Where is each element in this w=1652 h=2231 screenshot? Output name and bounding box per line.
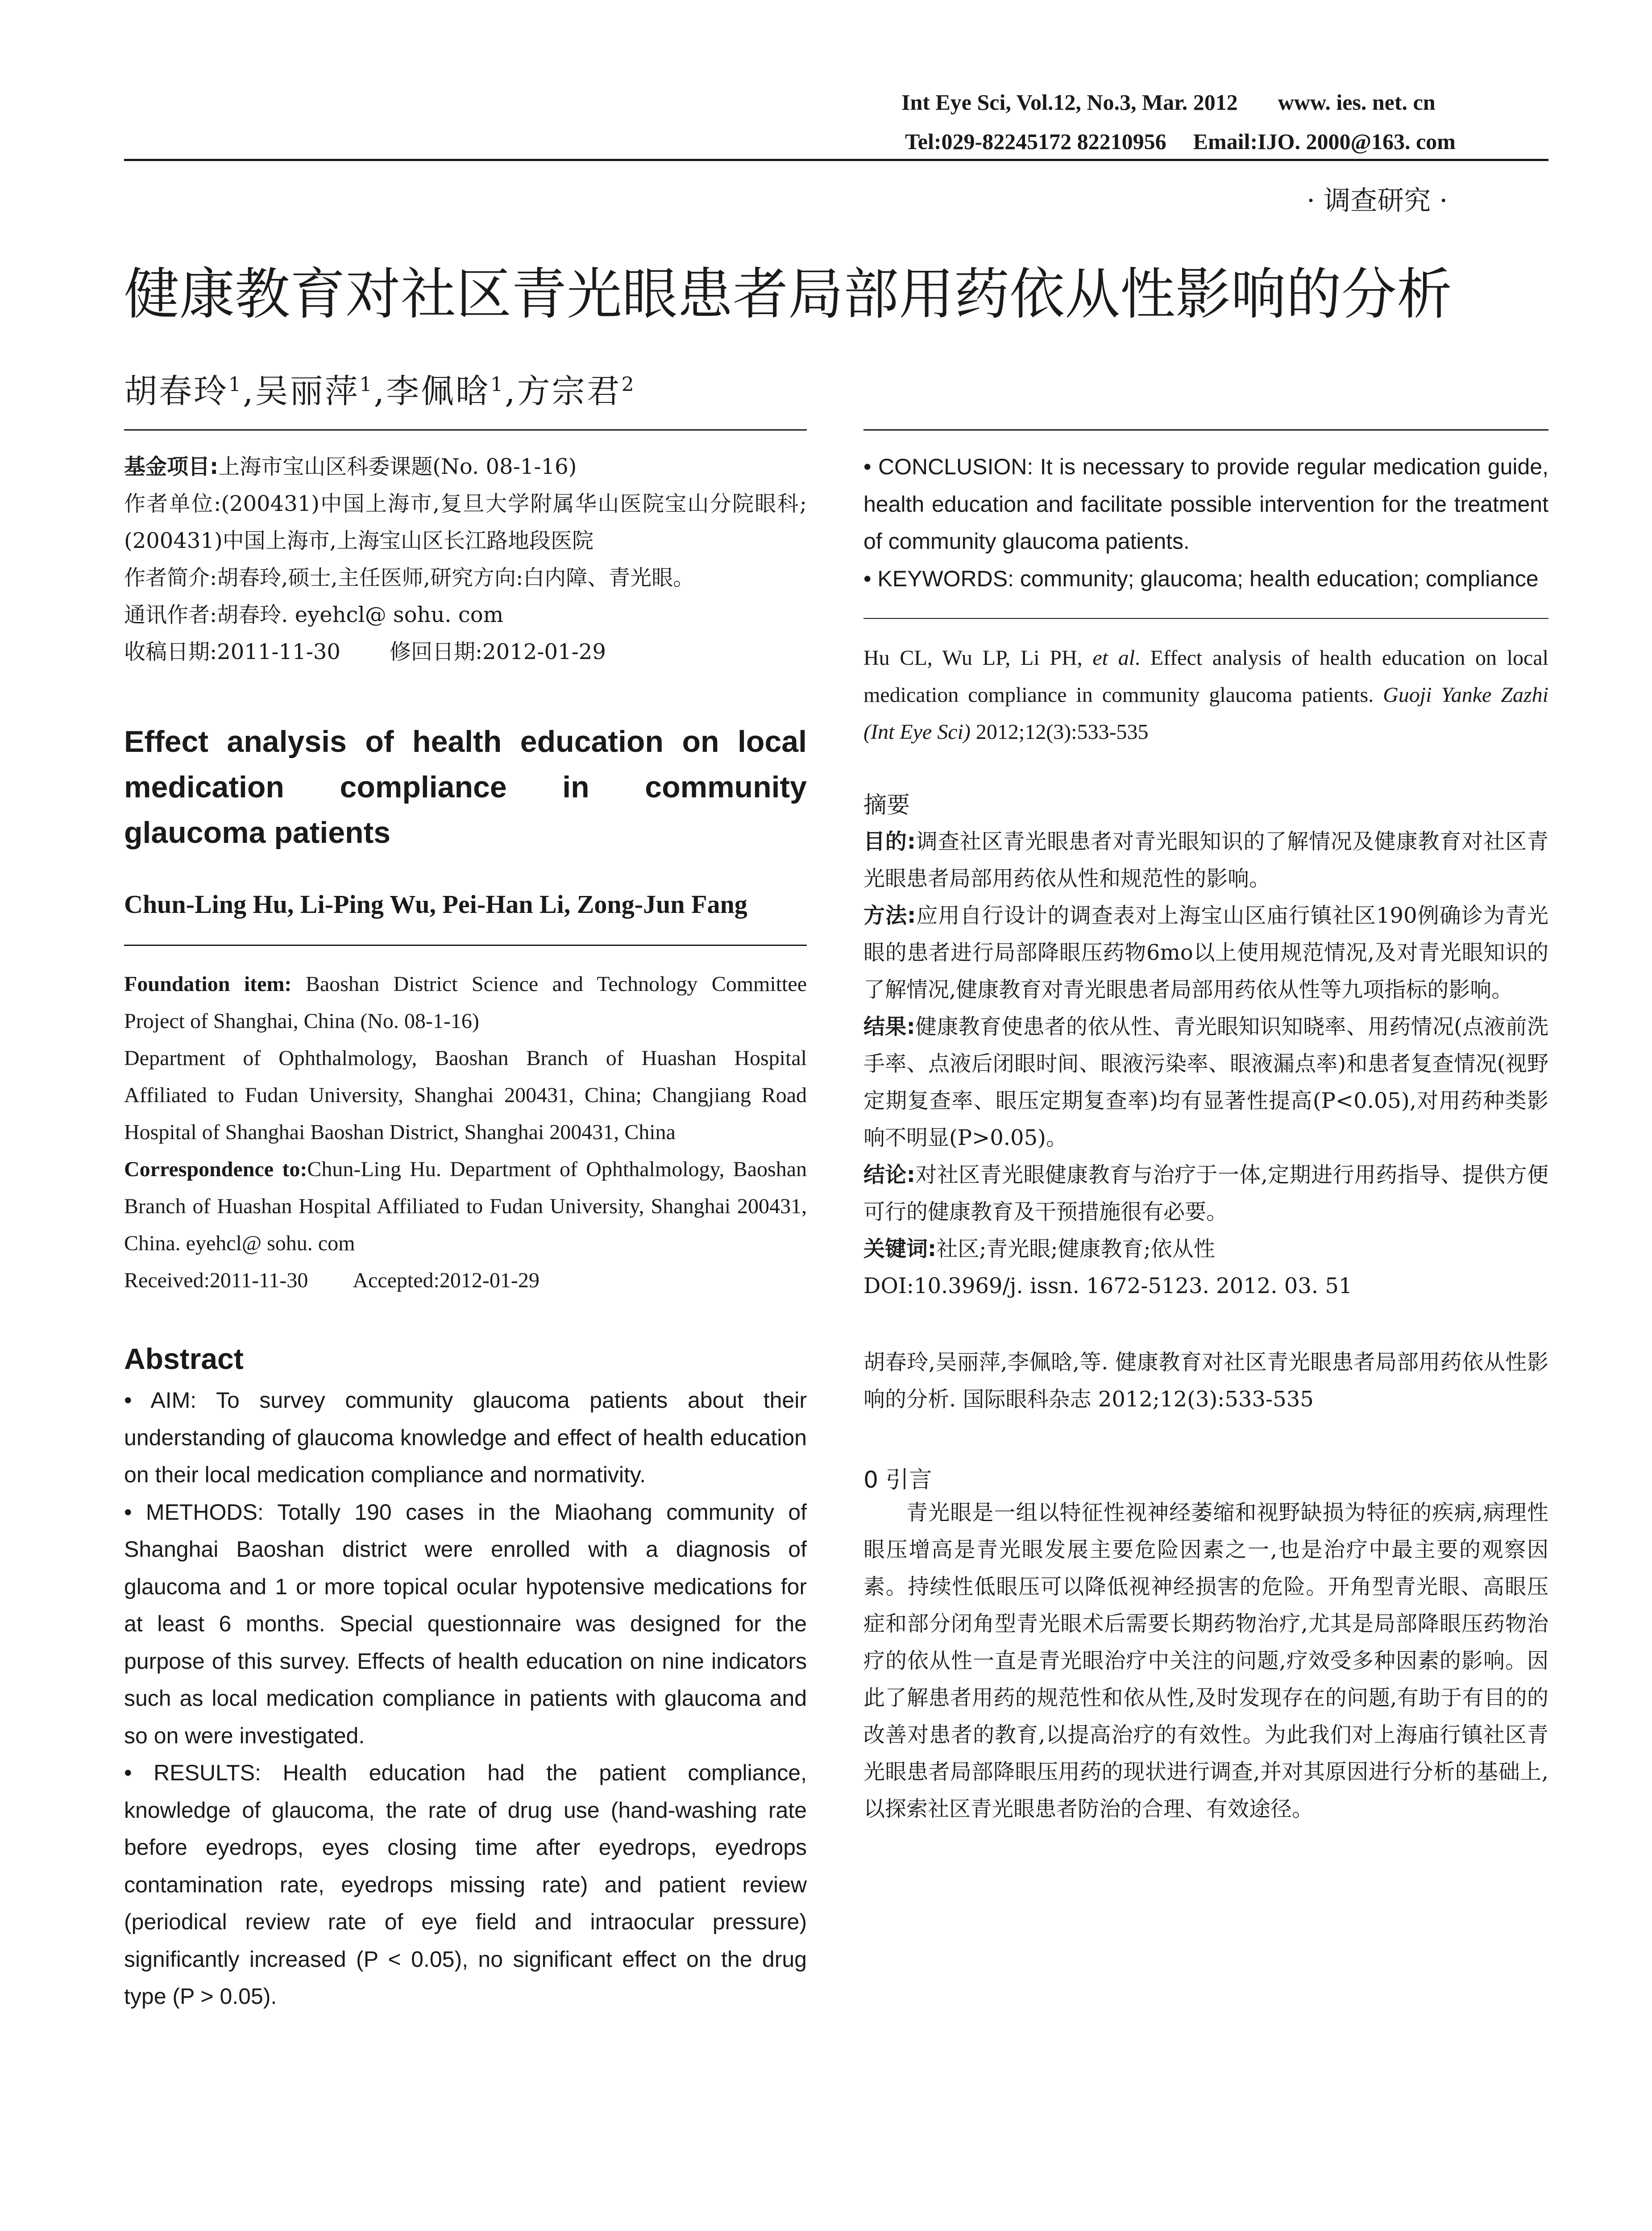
keywords-en: • KEYWORDS: community; glaucoma; health education; compliance (863, 566, 1539, 591)
author-affil-mark: 1 (490, 373, 505, 396)
author-name: 方宗君 (517, 372, 622, 411)
affiliation-cn: 作者单位:(200431)中国上海市,复旦大学附属华山医院宝山分院眼科;(200431)中国上海市,上海宝山区长江路地段医院 (124, 491, 807, 553)
dates-cn: 收稿日期:2011-11-30 修回日期:2012-01-29 (124, 639, 606, 664)
dates-en: Received:2011-11-30 Accepted:2012-01-29 (124, 1269, 540, 1292)
author-name: 李佩晗 (386, 372, 491, 411)
abstract-methods-en: • METHODS: Totally 190 cases in the Miaohang community of Shanghai Baoshan district were enrolled with a diagnosis of glaucoma and 1 or more topical ocular hypotensive medications for at least 6 months. Special questionnaire was designed for the purpose of this survey. Effects of health education on nine indicators such as local medication compliance in patients with glaucoma and so on were investigated. (124, 1499, 807, 1748)
abstract-conclusion-cn: 结论:对社区青光眼健康教育与治疗于一体,定期进行用药指导、提供方便可行的健康教育及干预措施很有必要。 (863, 1162, 1548, 1224)
foundation-cn: 基金项目:上海市宝山区科委课题(No. 08-1-16) (124, 454, 577, 479)
author-affil-mark: 1 (228, 373, 243, 396)
abstract-heading-en: Abstract (124, 1342, 244, 1375)
doi: DOI:10.3969/j. issn. 1672-5123. 2012. 03. 51 (863, 1273, 1353, 1298)
abstract-conclusion-en: • CONCLUSION: It is necessary to provide regular medication guide, health education and facilitate possible intervention for the treatment of community glaucoma patients. (863, 454, 1548, 554)
affiliation-en: Department of Ophthalmology, Baoshan Branch of Huashan Hospital Affiliated to Fudan University, Shanghai 200431, China; Changjiang Road Hospital of Shanghai Baoshan District, Shanghai 200431, China (124, 1046, 807, 1144)
abstract-aim-en: • AIM: To survey community glaucoma patients about their understanding of glaucoma knowledge and effect of health education on their local medication compliance and normativity. (124, 1388, 807, 1487)
abstract-aim-cn: 目的:调查社区青光眼患者对青光眼知识的了解情况及健康教育对社区青光眼患者局部用药依从性和规范性的影响。 (863, 829, 1548, 891)
keywords-cn: 关键词:社区;青光眼;健康教育;依从性 (863, 1236, 1215, 1261)
english-metadata (124, 966, 807, 1299)
left-top-rule (124, 429, 807, 431)
right-mid-rule (863, 618, 1548, 619)
abstract-results-en: • RESULTS: Health education had the patient compliance, knowledge of glaucoma, the rate of drug use (hand-washing rate before eyedrops, eyes closing time after eyedrops, eyedrops contamination rate, eyedrops missing rate) and patient review (periodical review rate of eye field and intraocular pressure) significantly increased (P < 0.05), no significant effect on the drug type (P > 0.05). (124, 1760, 807, 2009)
abstract-results-cn: 结果:健康教育使患者的依从性、青光眼知识知晓率、用药情况(点液前洗手率、点液后闭眼时间、眼液污染率、眼液漏点率)和患者复查情况(视野定期复查率、眼压定期复查率)均有显著性提高(P<0.05),对用药种类影响不明显(P>0.05)。 (863, 1014, 1548, 1150)
header-journal: Int Eye Sci, Vol.12, No.3, Mar. 2012 (901, 90, 1238, 115)
article-title-cn: 健康教育对社区青光眼患者局部用药依从性影响的分析 (124, 262, 1453, 327)
running-header-journal-line (901, 89, 1436, 115)
author-affil-mark: 2 (621, 373, 636, 396)
running-header-contact-line (905, 129, 1456, 154)
right-column (863, 448, 1548, 1828)
article-title-en: Effect analysis of health education on local medication compliance in community glaucoma patients (124, 725, 807, 850)
header-email: Email:IJO. 2000@163. com (1193, 129, 1456, 154)
left-column (124, 448, 807, 2015)
intro-paragraph: 青光眼是一组以特征性视神经萎缩和视野缺损为特征的疾病,病理性眼压增高是青光眼发展主要危险因素之一,也是治疗中最主要的观察因素。持续性低眼压可以降低视神经损害的危险。开角型青光眼、高眼压症和部分闭角型青光眼术后需要长期药物治疗,尤其是局部降眼压药物治疗的依从性一直是青光眼治疗中关注的问题,疗效受多种因素的影响。因此了解患者用药的规范性和依从性,及时发现存在的问题,有助于有目的的改善对患者的教育,以提高治疗的有效性。为此我们对上海庙行镇社区青光眼患者局部降眼压用药的现状进行调查,并对其原因进行分析的基础上,以探索社区青光眼患者防治的合理、有效途径。 (863, 1500, 1548, 1821)
authors-en: Chun-Ling Hu, Li-Ping Wu, Pei-Han Li, Zong-Jun Fang (124, 890, 747, 919)
author-affil-mark: 1 (359, 373, 374, 396)
left-mid-rule (124, 945, 807, 946)
header-tel: Tel:029-82245172 82210956 (905, 129, 1166, 154)
correspondence-en: Correspondence to:Chun-Ling Hu. Department of Ophthalmology, Baoshan Branch of Huashan Hospital Affiliated to Fudan University, Shanghai 200431, China. eyehcl@ sohu. com (124, 1157, 807, 1255)
correspondence-cn: 通讯作者:胡春玲. eyehcl@ sohu. com (124, 602, 504, 627)
foundation-en: Foundation item: Baoshan District Science and Technology Committee Project of Shanghai, China (No. 08-1-16) (124, 972, 807, 1033)
section-tag: · 调查研究 · (1307, 185, 1448, 216)
abstract-methods-cn: 方法:应用自行设计的调查表对上海宝山区庙行镇社区190例确诊为青光眼的患者进行局部降眼压药物6mo以上使用规范情况,及对青光眼知识的了解情况,健康教育对青光眼患者局部用药依从性等九项指标的影响。 (863, 903, 1548, 1002)
header-rule (124, 159, 1548, 161)
chinese-metadata (124, 448, 807, 671)
citation-en: Hu CL, Wu LP, Li PH, et al. Effect analysis of health education on local medication compliance in community glaucoma patients. Guoji Yanke Zazhi (Int Eye Sci) 2012;12(3):533-535 (863, 646, 1548, 744)
abstract-heading-cn: 摘要 (863, 792, 910, 819)
authors-cn: 胡春玲$^1$,吴丽萍$^1$,李佩晗$^1$,方宗君$^2$ (124, 372, 636, 411)
header-website: www. ies. net. cn (1278, 90, 1436, 115)
author-name: 吴丽萍 (255, 372, 360, 411)
author-name: 胡春玲 (124, 372, 228, 411)
citation-cn: 胡春玲,吴丽萍,李佩晗,等. 健康教育对社区青光眼患者局部用药依从性影响的分析. 国际眼科杂志 2012;12(3):533-535 (863, 1350, 1548, 1412)
intro-heading: 0 引言 (863, 1467, 932, 1493)
author-bio-cn: 作者简介:胡春玲,硕士,主任医师,研究方向:白内障、青光眼。 (124, 565, 695, 590)
right-top-rule (863, 429, 1548, 431)
